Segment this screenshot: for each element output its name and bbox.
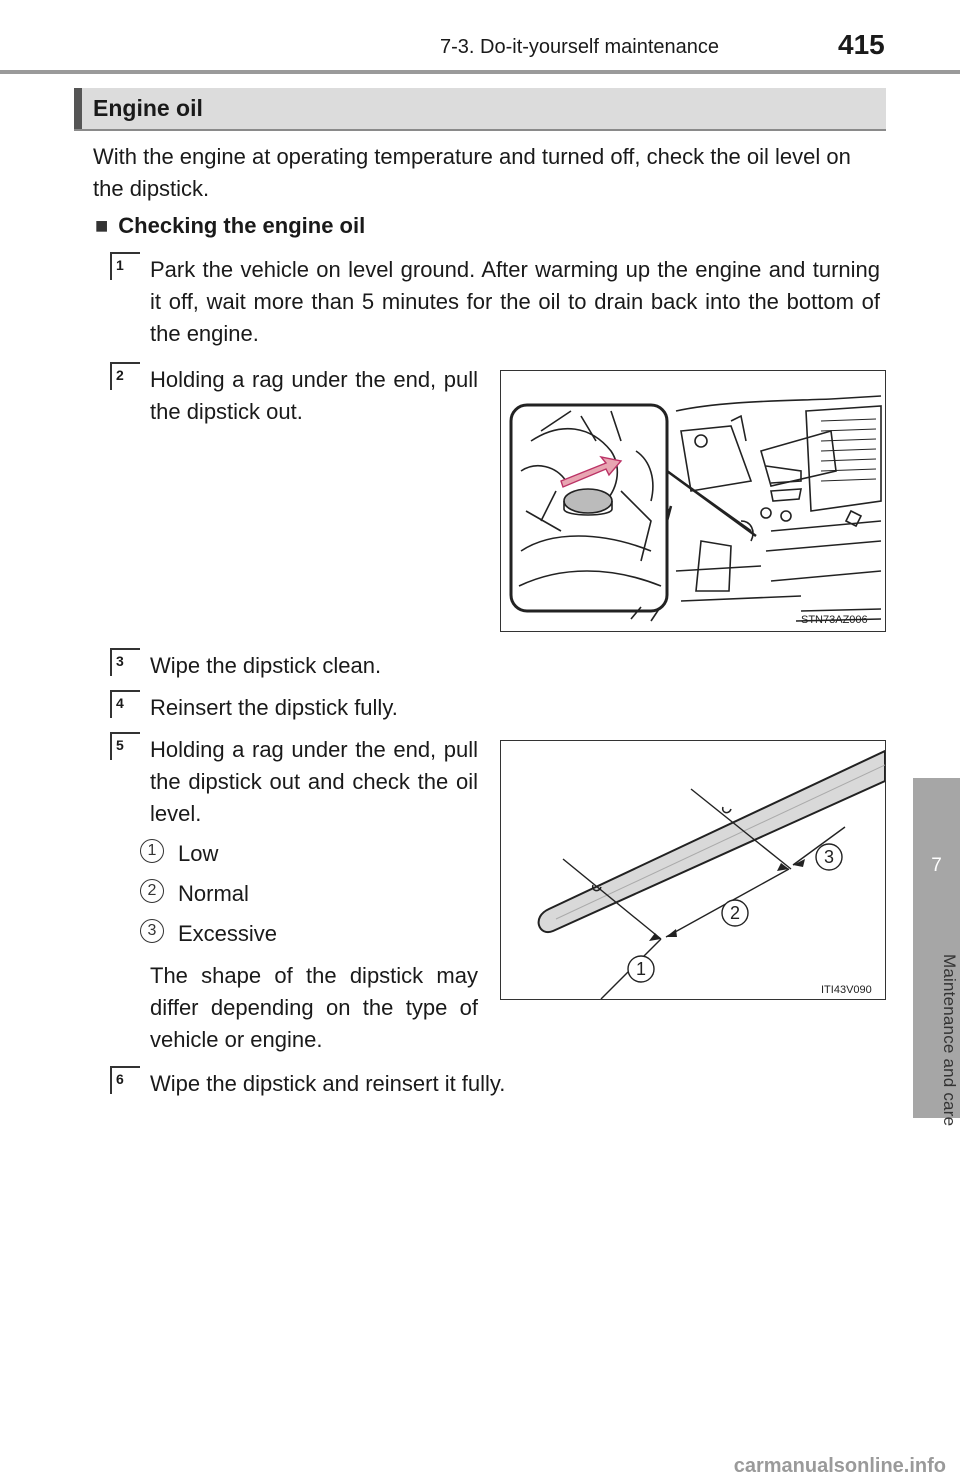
watermark: carmanualsonline.info <box>733 1455 946 1477</box>
page-number: 415 <box>838 29 885 60</box>
step-number: 4 <box>116 695 124 711</box>
legend-number: 1 <box>147 842 157 859</box>
dipstick-figure-code: ITI43V090 <box>821 984 872 996</box>
section-intro: With the engine at operating temperature and turned off, check the oil level on the dipstick. <box>93 144 851 201</box>
subsection-title: Checking the engine oil <box>118 213 366 238</box>
legend-number-circle <box>140 879 164 903</box>
legend-number: 3 <box>147 922 157 939</box>
dipstick-shape-note: The shape of the dipstick may differ depending on the type of vehicle or engine. <box>150 963 478 1052</box>
engine-dipstick-figure <box>500 370 886 632</box>
step-number: 2 <box>116 367 124 383</box>
step-number: 3 <box>116 653 124 669</box>
section-title-marker <box>74 88 82 130</box>
square-bullet-icon: ■ <box>95 213 109 238</box>
step-text: Holding a rag under the end, pull the dipstick out and check the oil level. <box>150 737 478 826</box>
dipstick-callout-normal: 2 <box>729 903 741 923</box>
legend-number: 2 <box>147 882 157 899</box>
chapter-title-text: Maintenance and care <box>940 953 959 1127</box>
engine-bay-illustration <box>501 371 885 631</box>
step-number-box <box>110 1066 140 1094</box>
step-number-box <box>110 648 140 676</box>
dipstick-callout-low: 1 <box>635 959 647 979</box>
step-number-box <box>110 690 140 718</box>
running-header-section: 7-3. Do-it-yourself maintenance <box>440 36 720 58</box>
legend-label-low: Low <box>178 841 219 866</box>
step-number-box <box>110 362 140 390</box>
section-title: Engine oil <box>93 95 203 121</box>
step-number-box <box>110 732 140 760</box>
chapter-title <box>912 930 959 1150</box>
dipstick-level-figure <box>500 740 886 1000</box>
legend-number-circle <box>140 919 164 943</box>
header-rule <box>0 70 960 74</box>
step-text: Wipe the dipstick clean. <box>150 653 382 678</box>
subsection-heading <box>95 213 365 239</box>
step-text: Wipe the dipstick and reinsert it fully. <box>150 1071 506 1096</box>
step-number: 5 <box>116 737 124 753</box>
legend-label-excessive: Excessive <box>178 921 278 946</box>
dipstick-illustration <box>501 741 885 999</box>
step-number: 6 <box>116 1071 124 1087</box>
legend-label-normal: Normal <box>178 881 249 906</box>
chapter-number: 7 <box>931 855 942 876</box>
legend-number-circle <box>140 839 164 863</box>
step-text: Park the vehicle on level ground. After warming up the engine and turning it off, wait more than 5 minutes for the oil to drain back into the bottom of the engine. <box>150 257 880 346</box>
step-text: Reinsert the dipstick fully. <box>150 695 398 720</box>
step-number: 1 <box>116 257 124 273</box>
step-number-box <box>110 252 140 280</box>
engine-figure-code: STN73AZ006 <box>801 614 868 626</box>
step-text: Holding a rag under the end, pull the dipstick out. <box>150 367 478 424</box>
dipstick-callout-excessive: 3 <box>823 847 835 867</box>
section-title-underline <box>74 129 886 131</box>
